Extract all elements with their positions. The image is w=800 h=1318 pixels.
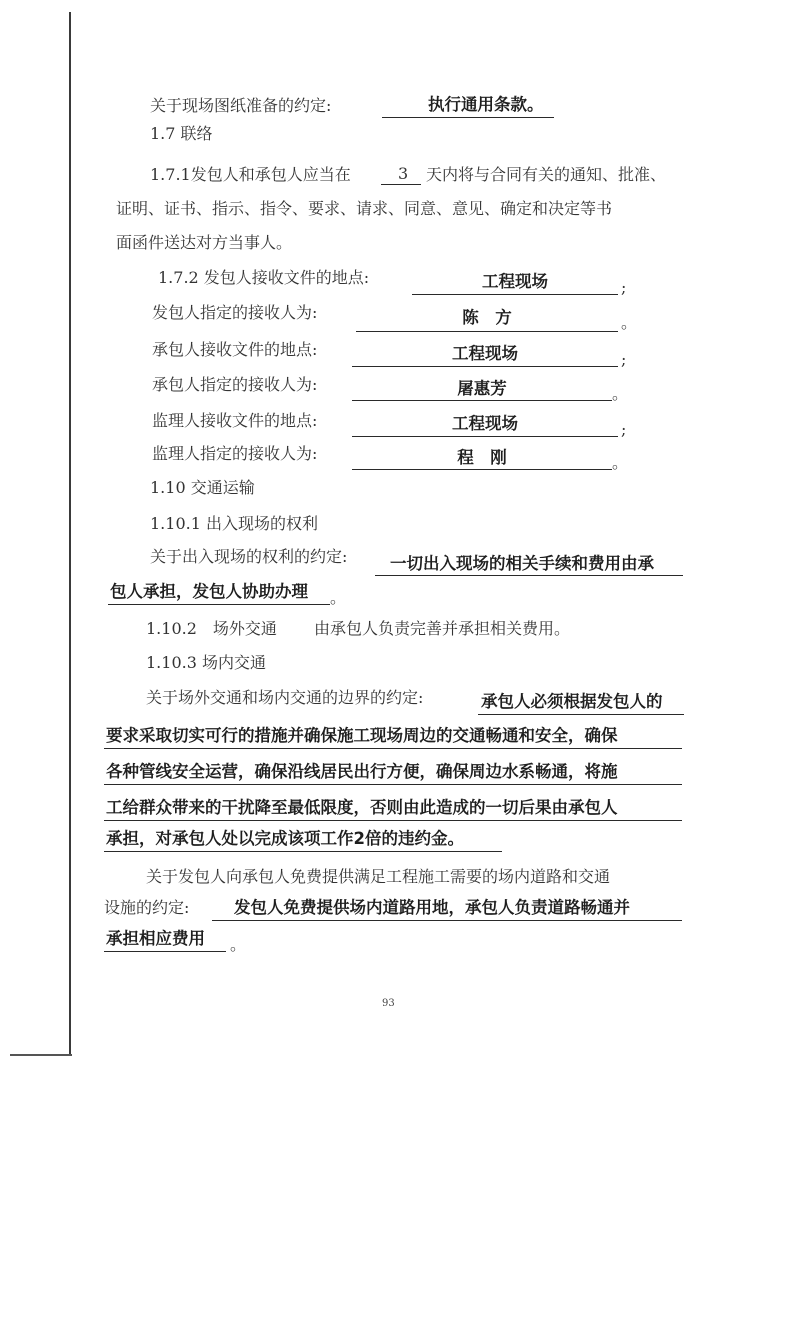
receive-row-underline [352,400,612,401]
receive-row-value: 工程现场 [482,272,548,291]
receive-row-label: 监理人指定的接收人为: [152,444,318,463]
receive-row-value: 屠惠芳 [457,379,507,398]
receive-row-value: 程 刚 [457,448,507,467]
receive-row-end: ; [621,278,627,297]
access-label: 关于出入现场的权利的约定: [150,547,348,566]
road-underline-2 [104,951,226,952]
receive-row-underline [352,436,618,437]
boundary-label: 关于场外交通和场内交通的边界的约定: [146,688,424,707]
receive-row-label: 监理人接收文件的地点: [152,411,318,430]
drawings-value: 执行通用条款。 [428,95,544,114]
receive-row-label: 1.7.2 发包人接收文件的地点: [158,268,370,287]
road-label: 设施的约定: [104,898,190,917]
drawings-underline [382,117,554,118]
receive-row-underline [356,331,618,332]
receive-row-end: ; [621,350,627,369]
section-1-10-heading: 1.10 交通运输 [150,478,255,497]
boundary-underline [104,748,682,749]
section-1-7-1-days: 3 [398,164,409,183]
section-1-10-1-heading: 1.10.1 出入现场的权利 [150,514,318,533]
section-1-7-1-post: 天内将与合同有关的通知、批准、 [426,165,667,184]
boundary-value-line: 要求采取切实可行的措施并确保施工现场周边的交通畅通和安全，确保 [106,726,618,745]
receive-row-value: 工程现场 [452,414,518,433]
road-underline-1 [212,920,682,921]
boundary-underline [478,714,684,715]
access-underline-1 [375,575,683,576]
receive-row-underline [412,294,618,295]
boundary-value-line: 工给群众带来的干扰降至最低限度，否则由此造成的一切后果由承包人 [106,798,618,817]
left-margin-line [69,12,71,1054]
boundary-underline [104,851,502,852]
days-underline [381,184,421,185]
receive-row-label: 发包人指定的接收人为: [152,303,318,322]
drawings-label: 关于现场图纸准备的约定: [150,96,332,115]
receive-row-underline [352,366,618,367]
road-value-line1: 发包人免费提供场内道路用地，承包人负责道路畅通并 [234,898,630,917]
section-1-7-1-pre: 1.7.1发包人和承包人应当在 [150,165,351,184]
road-end: 。 [230,935,247,954]
receive-row-label: 承包人指定的接收人为: [152,375,318,394]
section-1-7-heading: 1.7 联络 [150,124,213,143]
section-1-7-1-line3: 面函件送达对方当事人。 [116,233,293,252]
receive-row-underline [352,469,612,470]
offsite-traffic-text: 由承包人负责完善并承担相关费用。 [314,619,571,638]
receive-row-end: 。 [621,313,638,332]
access-underline-2 [108,604,330,605]
road-value-line2: 承担相应费用 [106,929,205,948]
receive-row-value: 陈 方 [462,308,512,327]
page-number: 93 [382,998,395,1009]
boundary-value-line: 承担，对承包人处以完成该项工作2倍的违约金。 [106,829,464,848]
section-1-10-3-heading: 1.10.3 场内交通 [146,653,266,672]
receive-row-label: 承包人接收文件的地点: [152,340,318,359]
receive-row-end: 。 [612,453,629,472]
receive-row-value: 工程现场 [452,344,518,363]
boundary-underline [104,820,682,821]
section-1-10-2-heading: 1.10.2 场外交通 [146,619,277,638]
receive-row-end: ; [621,420,627,439]
access-value-line1: 一切出入现场的相关手续和费用由承 [390,554,654,573]
road-text-line1: 关于发包人向承包人免费提供满足工程施工需要的场内道路和交通 [146,867,611,886]
access-end: 。 [330,588,347,607]
boundary-value-line: 承包人必须根据发包人的 [481,692,663,711]
access-value-line2: 包人承担，发包人协助办理 [110,582,308,601]
bottom-margin-line [10,1054,72,1056]
boundary-underline [104,784,682,785]
section-1-7-1-line2: 证明、证书、指示、指令、要求、请求、同意、意见、确定和决定等书 [116,199,613,218]
boundary-value-line: 各种管线安全运营，确保沿线居民出行方便，确保周边水系畅通，将施 [106,762,618,781]
receive-row-end: 。 [612,384,629,403]
